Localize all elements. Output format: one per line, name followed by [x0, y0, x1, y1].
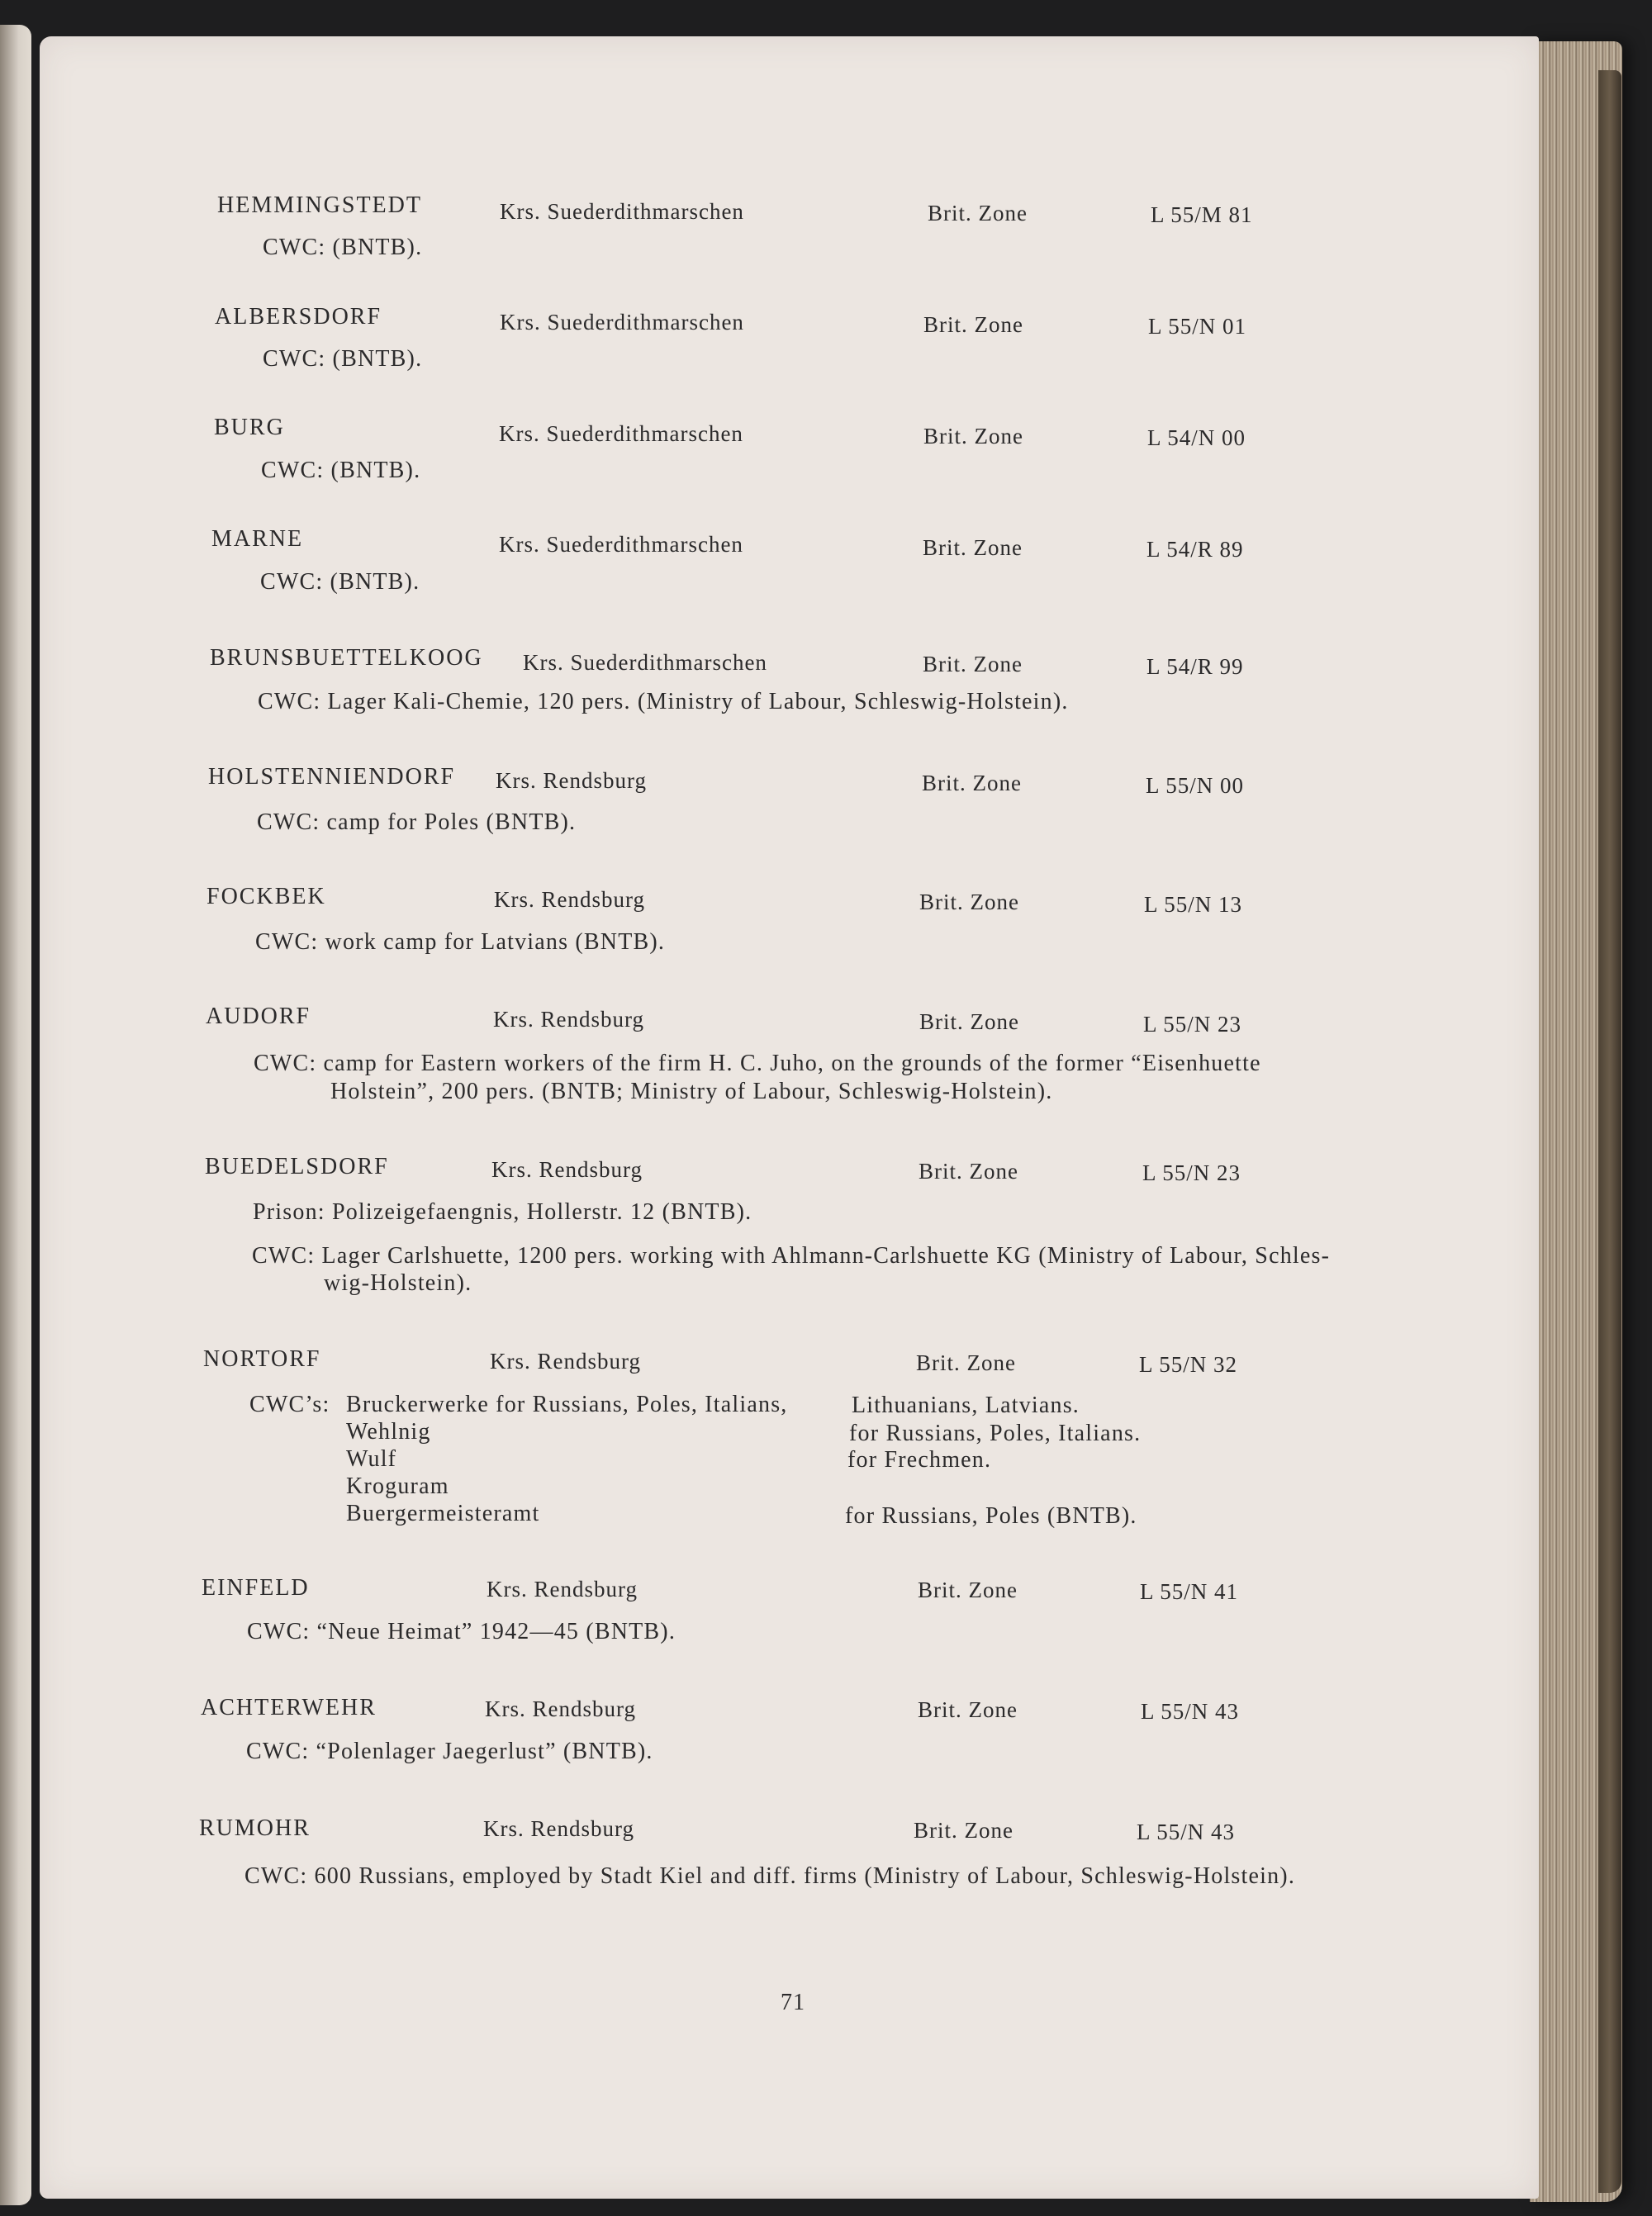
- entry-district: Krs. Suederdithmarschen: [500, 310, 744, 335]
- entry-district: Krs. Rendsburg: [493, 1007, 645, 1032]
- entry-map-ref: L 55/N 43: [1141, 1699, 1239, 1724]
- entry-town: HOLSTENNIENDORF: [208, 764, 456, 790]
- entry-map-ref: L 55/N 01: [1148, 314, 1246, 339]
- entry-district: Krs. Suederdithmarschen: [499, 421, 743, 446]
- left-page-edge: [0, 25, 31, 2205]
- entry-zone: Brit. Zone: [916, 1350, 1016, 1375]
- entry-note: CWC: Lager Carlshuette, 1200 pers. working with Ahlmann-Carlshuette KG (Ministry of Labour, Schles-: [252, 1243, 1331, 1269]
- entry-zone: Brit. Zone: [914, 1818, 1014, 1843]
- entry-zone: Brit. Zone: [923, 424, 1023, 448]
- entry-zone: Brit. Zone: [923, 535, 1023, 560]
- entry-zone: Brit. Zone: [922, 771, 1022, 795]
- cwc-camp-name: Kroguram: [346, 1473, 449, 1499]
- entry-town: ALBERSDORF: [215, 304, 382, 330]
- entry-town: MARNE: [211, 526, 304, 552]
- entry-town: BURG: [214, 415, 285, 440]
- cwc-camp-name: Wehlnig: [346, 1419, 431, 1445]
- entry-map-ref: L 55/N 23: [1143, 1012, 1241, 1037]
- entry-district: Krs. Suederdithmarschen: [523, 650, 767, 675]
- entry-town: NORTORF: [203, 1346, 321, 1372]
- entry-note: CWC: (BNTB).: [260, 569, 420, 595]
- entry-district: Krs. Suederdithmarschen: [500, 199, 744, 224]
- entry-town: FOCKBEK: [206, 884, 326, 909]
- cwc-camp-groups: for Frechmen.: [847, 1447, 992, 1473]
- cwcs-label: CWC’s:: [249, 1392, 330, 1417]
- entry-zone: Brit. Zone: [918, 1578, 1018, 1602]
- cwc-camp-name: Buergermeisteramt: [346, 1501, 540, 1526]
- entry-note-continued: wig-Holstein).: [324, 1270, 472, 1296]
- entry-note: CWC: camp for Poles (BNTB).: [257, 809, 577, 835]
- entry-note: CWC: camp for Eastern workers of the firm H. C. Juho, on the grounds of the former “Eisenhuette: [254, 1051, 1261, 1076]
- cwc-camp-groups: for Russians, Poles, Italians.: [849, 1421, 1142, 1446]
- entry-zone: Brit. Zone: [919, 1009, 1019, 1034]
- entry-zone: Brit. Zone: [923, 312, 1023, 337]
- entry-district: Krs. Rendsburg: [490, 1349, 642, 1374]
- cwc-camp-name: Bruckerwerke for Russians, Poles, Italians,: [346, 1392, 788, 1417]
- entry-map-ref: L 54/R 99: [1146, 654, 1244, 679]
- entry-zone: Brit. Zone: [918, 1697, 1018, 1722]
- cwc-camp-groups: for Russians, Poles (BNTB).: [845, 1503, 1137, 1529]
- entry-zone: Brit. Zone: [919, 890, 1019, 914]
- entry-district: Krs. Suederdithmarschen: [499, 532, 743, 557]
- entry-zone: Brit. Zone: [928, 201, 1028, 225]
- cwc-camp-name: Wulf: [346, 1446, 397, 1472]
- entry-district: Krs. Rendsburg: [487, 1577, 638, 1601]
- entry-map-ref: L 55/N 23: [1142, 1160, 1241, 1185]
- entry-note: CWC: Lager Kali-Chemie, 120 pers. (Ministry of Labour, Schleswig-Holstein).: [258, 689, 1069, 714]
- entry-district: Krs. Rendsburg: [483, 1816, 635, 1841]
- entry-town: AUDORF: [206, 1004, 311, 1029]
- entry-map-ref: L 54/R 89: [1146, 537, 1244, 562]
- entry-zone: Brit. Zone: [919, 1159, 1018, 1184]
- entry-map-ref: L 55/N 13: [1144, 892, 1242, 917]
- entry-district: Krs. Rendsburg: [491, 1157, 643, 1182]
- entry-town: EINFELD: [202, 1575, 310, 1601]
- entry-district: Krs. Rendsburg: [496, 768, 648, 793]
- entry-town: BUEDELSDORF: [205, 1154, 389, 1179]
- entry-note: Prison: Polizeigefaengnis, Hollerstr. 12 (BNTB).: [253, 1199, 752, 1225]
- entry-map-ref: L 55/M 81: [1151, 202, 1253, 227]
- entry-town: BRUNSBUETTELKOOG: [210, 645, 483, 671]
- entry-town: HEMMINGSTEDT: [217, 192, 422, 218]
- entry-note: CWC: (BNTB).: [261, 458, 421, 483]
- entry-map-ref: L 55/N 41: [1140, 1579, 1238, 1604]
- entry-note: CWC: (BNTB).: [263, 235, 423, 260]
- entry-map-ref: L 55/N 43: [1137, 1820, 1235, 1844]
- entry-zone: Brit. Zone: [923, 652, 1023, 676]
- entry-map-ref: L 55/N 32: [1139, 1352, 1237, 1377]
- book-cover-edge: [1598, 70, 1621, 2193]
- entry-note-continued: Holstein”, 200 pers. (BNTB; Ministry of Labour, Schleswig-Holstein).: [330, 1079, 1053, 1104]
- page-number: 71: [781, 1990, 805, 2015]
- entry-town: RUMOHR: [199, 1815, 311, 1841]
- entry-map-ref: L 55/N 00: [1146, 773, 1244, 798]
- entry-district: Krs. Rendsburg: [485, 1696, 637, 1721]
- entry-note: CWC: work camp for Latvians (BNTB).: [255, 929, 666, 955]
- entry-district: Krs. Rendsburg: [494, 887, 646, 912]
- entry-note: CWC: “Polenlager Jaegerlust” (BNTB).: [246, 1739, 653, 1764]
- entry-note: CWC: (BNTB).: [263, 346, 423, 372]
- entry-town: ACHTERWEHR: [201, 1695, 377, 1720]
- entry-map-ref: L 54/N 00: [1147, 425, 1246, 450]
- cwc-camp-groups: Lithuanians, Latvians.: [852, 1393, 1080, 1418]
- entry-note: CWC: 600 Russians, employed by Stadt Kiel and diff. firms (Ministry of Labour, Schleswig-Holstein).: [244, 1863, 1296, 1889]
- entry-note: CWC: “Neue Heimat” 1942—45 (BNTB).: [247, 1619, 676, 1644]
